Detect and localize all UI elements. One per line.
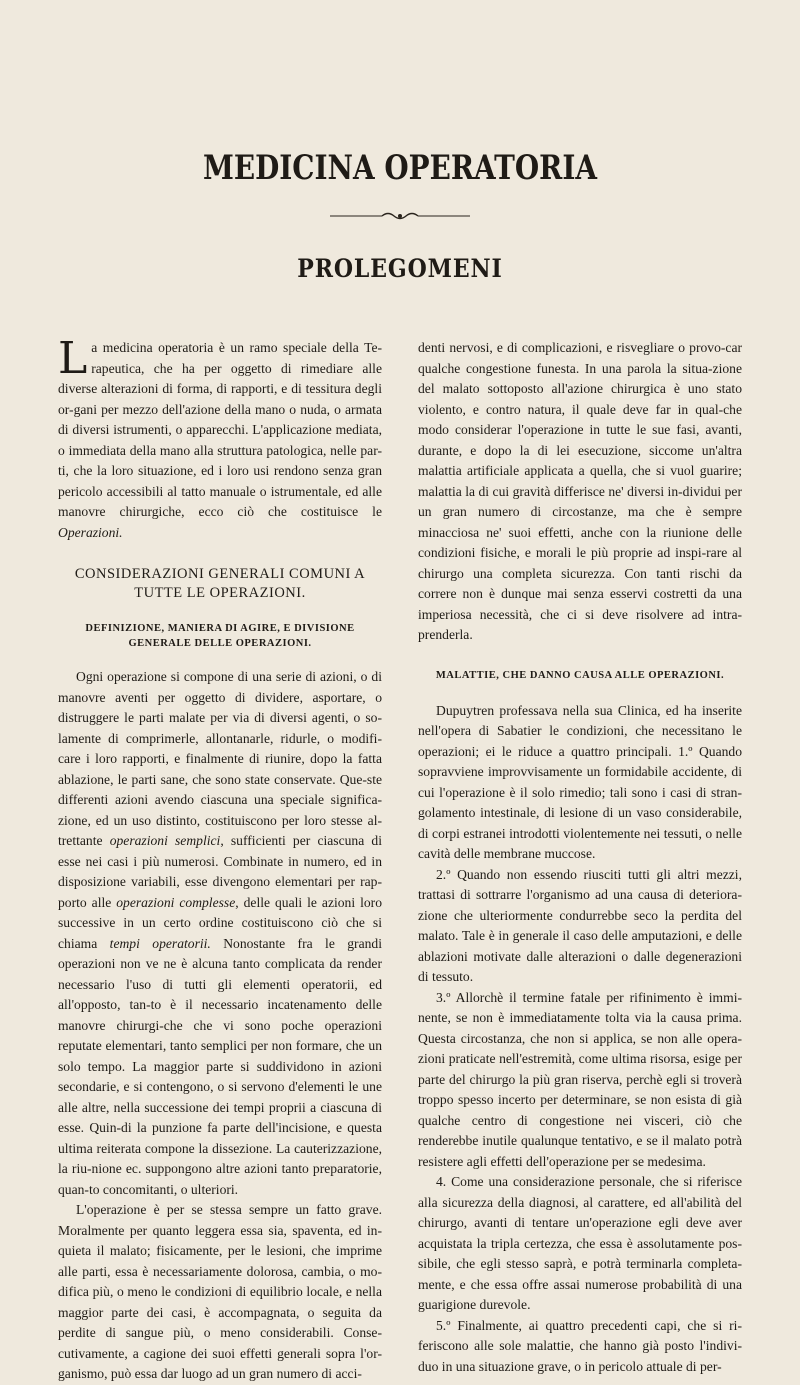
body-paragraph: L'operazione è per se stessa sempre un fatto grave. Moralmente per quanto leggera essa sia, spaventa, ed in-quieta il malato; fisicamente, per le lesioni, che imprime alle parti, essa è necessariamente dolorosa, cambia, o mo-difica più, o meno le condizioni di equilibrio locale, e nella maggior parte dei casi, è accompagnata, o seguita da perdite di sangue più, o meno considerabili. Conse-cutivamente, a cagione dei suoi effetti generali sopra l'or-ganismo, può essa dar luogo ad un gran numero di acci- bbox=[58, 1202, 382, 1381]
left-column bbox=[58, 333, 382, 1385]
body-paragraph: 4. Come una considerazione personale, che si riferisce alla sicurezza della diagnosi, al carattere, ed all'abilità del chirurgo, avanti di tentare un'operazione egli deve aver acquistata la tripla certezza, che essa è assolutamente pos-sibile, che egli stesso saprà, e potrà terminarla completa-mente, e che essa offre assai numerose probabilità di una guarigione durevole. bbox=[418, 1174, 742, 1312]
body-paragraph: denti nervosi, e di complicazioni, e risvegliare o provo-car qualche congestione funesta. In una parola la situa-zione del malato sottoposto all'azione chirurgica è uno stato violento, e contro natura, il quale deve far in qual-che modo considerar l'operazione in tutte le sue fasi, avanti, durante, e dopo la di lei esecuzione, siccome un'altra malattia artificiale applicata a quella, che si vuol guarire; malattia la di cui gravità differisce ne' diversi in-dividui per un gran numero di circostanze, ma che è sempre minacciosa ne' suoi effetti, anche con la riunione delle condizioni fisiche, e morali le più proprie ad inspi-rare al chirurgo una completa sicurezza. Con tanti rischi da correre non è dunque mai senza esservi costretti da una imperiosa necessità, che ci si deve risolvere ad intra-prenderla. bbox=[418, 340, 742, 642]
drop-cap: L bbox=[58, 333, 88, 384]
body-paragraph: 3.º Allorchè il termine fatale per rifinimento è immi-nente, se non è immediatamente tolta via la causa prima. Questa circostanza, che non si applica, se non alle opera-zioni praticate nell'estremità, come ultima risorsa, esige per parte del chirurgo la più gran riserva, perchè egli si troverà troppo spesso incerto per determinare, se non esista di già qualche centro di congestione nei visceri, ciò che renderebbe inutile qualunque tentativo, e se il malato potrà resistere agli effetti dell'operazione per se medesima. bbox=[418, 989, 742, 1169]
page-title: MEDICINA OPERATORIA bbox=[202, 148, 598, 188]
subsection-heading: MALATTIE, CHE DANNO CAUSA ALLE OPERAZIONI. bbox=[435, 669, 725, 681]
body-paragraph: Dupuytren professava nella sua Clinica, ed ha inserite nell'opera di Sabatier le condizioni, che necessitano le operazioni; ei le riduce a quattro principali. 1.º Quando sopravviene improvvisamente un formidabile accidente, di cui l'operazione è il solo rimedio; tali sono i casi di stran-golamento intestinale, di lesione di un vaso considerabile, di corpi estranei introdotti violentemente nei tessuti, o nelle cavità delle membrane muccose. bbox=[418, 702, 742, 861]
right-column bbox=[418, 338, 742, 1377]
ornament-divider bbox=[330, 210, 470, 222]
section-title: PROLEGOMENI bbox=[297, 254, 503, 283]
subsection-heading: DEFINIZIONE, MANIERA DI AGIRE, E DIVISIONE GENERALE DELLE OPERAZIONI. bbox=[85, 623, 355, 649]
body-paragraph: 2.º Quando non essendo riusciti tutti gli altri mezzi, trattasi di sottrarre l'organismo ad una causa di deteriora-zione che ulteriormente condurrebbe seco la perdita del malato. Tale è in generale il caso delle amputazioni, e delle ablazioni motivate dalle alterazioni o dalle degenerazioni di tessuto. bbox=[418, 866, 742, 984]
body-paragraph: Ogni operazione si compone di una serie di azioni, o di manovre aventi per oggetto di dividere, asportare, o distruggere le parti malate per via di diversi agenti, o so-lamente di comprimerle, allontanarle, ridurle, o modifi-care i loro rapporti, e finalmente di riunire, dopo la fatta ablazione, le parti sane, che sono state conservate. Que-ste differenti azioni avendo ciascuna una speciale significa-zione, ed un uso distinto, costituiscono per loro stesse al-trettante operazioni semplici, sufficienti per ciascuna di esse nei casi i più numerosi. Combinate in numero, ed in disposizione variabili, esse divengono elementari per rap-porto alle operazioni complesse, delle quali le azioni loro successive in un certo ordine costituiscono ciò che si chiama tempi operatorii. Nonostante fra le grandi operazioni non ve ne è alcuna tanto complicata da render necessario l'uso di tutti gli elementi operatorii, ed all'opposto, tan-to è il necessario incatenamento delle manovre chirurgi-che che vi sono poche operazioni reputate elementari, tanto semplici per non formare, che un solo tempo. La maggior parte si suddividono in azioni secondarie, e si contengono, o si servono d'elementi le une alle altre, nella successione dei tempi proprii a ciascuna di esse. Quin-di la punzione fa parte dell'incisione, e questa ultima reiterata compone la dissezione. La cauterizzazione, la riu-nione ec. suppongono altre azioni tanto preparatorie, quan-to concomitanti, o ulteriori. bbox=[58, 669, 382, 1197]
body-paragraph: 5.º Finalmente, ai quattro precedenti capi, che si ri-feriscono alle sole malattie, che hanno già posto l'indivi-duo in una situazione grave, o in pericolo attuale di per- bbox=[418, 1317, 742, 1374]
section-heading: CONSIDERAZIONI GENERALI COMUNI A TUTTE LE OPERAZIONI. bbox=[74, 566, 366, 601]
intro-paragraph: La medicina operatoria è un ramo speciale della Te-rapeutica, che ha per oggetto di rimediare alle diverse alterazioni di forma, di rapporti, e di tessitura degli or-gani per mezzo dell'azione della mano o nuda, o armata di diversi istrumenti, o apparecchi. L'applicazione mediata, o immediata della mano alla struttura patologica, nelle par-ti, che la loro situazione, ed i loro usi rendono senza gran pericolo accessibili al tatto manuale o istrumentale, ed alle manovre chirurgiche, ecco ciò che costituisce le Operazioni. bbox=[58, 333, 382, 540]
